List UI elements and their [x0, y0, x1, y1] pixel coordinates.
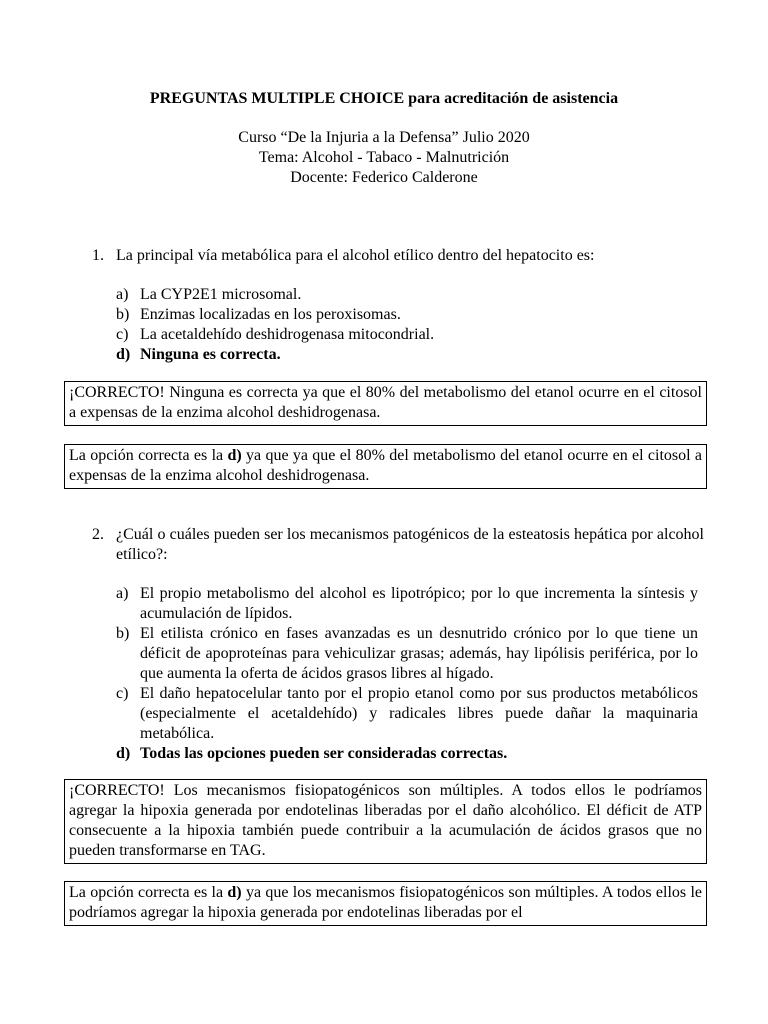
- question-number: 2.: [92, 526, 104, 543]
- option-b: b) Enzimas localizadas en los peroxisomas.: [116, 306, 401, 323]
- course-name: Curso “De la Injuria a la Defensa” Julio 2020: [238, 129, 530, 146]
- feedback-answer-box: La opción correcta es la d) ya que los mecanismos fisiopatogénicos son múltiples. A todos ellos le podríamos agregar la hipoxia generada por endotelinas liberadas por el: [64, 881, 707, 926]
- document-title: PREGUNTAS MULTIPLE CHOICE para acreditación de asistencia: [149, 90, 619, 107]
- question-2-options: [116, 584, 698, 764]
- question-text: La principal vía metabólica para el alcohol etílico dentro del hepatocito es:: [116, 247, 595, 264]
- option-c: c) El daño hepatocelular tanto por el propio etanol como por sus productos metabólicos (especialmente el acetaldehído) y radicales libres puede dañar la maquinaria metabólica.: [116, 685, 698, 742]
- option-c: c) La acetaldehído deshidrogenasa mitocondrial.: [116, 326, 435, 343]
- topic-line: Tema: Alcohol - Tabaco - Malnutrición: [258, 149, 510, 166]
- question-text: ¿Cuál o cuáles pueden ser los mecanismos patogénicos de la esteatosis hepática por alcohol etílico?:: [116, 526, 704, 563]
- feedback-correct-box: ¡CORRECTO! Los mecanismos fisiopatogénicos son múltiples. A todos ellos le podríamos agregar la hipoxia generada por endotelinas liberadas por el daño alcohólico. El déficit de ATP consecuente a la hipoxia también puede contribuir a la acumulación de ácidos grasos que no pueden transformarse en TAG.: [64, 779, 707, 864]
- feedback-correct-box: ¡CORRECTO! Ninguna es correcta ya que el 80% del metabolismo del etanol ocurre en el citosol a expensas de la enzima alcohol deshidrogenasa.: [64, 381, 707, 426]
- option-a: a) El propio metabolismo del alcohol es lipotrópico; por lo que incrementa la síntesis y acumulación de lípidos.: [116, 585, 698, 622]
- question-1-options: [116, 285, 698, 365]
- option-a: a) La CYP2E1 microsomal.: [116, 286, 302, 303]
- question-2: [92, 525, 704, 565]
- feedback-answer-box: La opción correcta es la d) ya que ya que el 80% del metabolismo del etanol ocurre en el citosol a expensas de la enzima alcohol deshidrogenasa.: [64, 444, 707, 489]
- teacher-line: Docente: Federico Calderone: [290, 169, 478, 186]
- option-b: b) El etilista crónico en fases avanzadas es un desnutrido crónico por lo que tiene un déficit de apoproteínas para vehiculizar grasas; además, hay lipólisis periférica, por lo que aumenta la oferta de ácidos grasos libres al hígado.: [116, 625, 698, 682]
- option-d-correct: d) Ninguna es correcta.: [116, 346, 281, 363]
- question-number: 1.: [92, 247, 104, 264]
- option-d-correct: d) Todas las opciones pueden ser consideradas correctas.: [116, 745, 508, 762]
- question-1: [92, 246, 704, 266]
